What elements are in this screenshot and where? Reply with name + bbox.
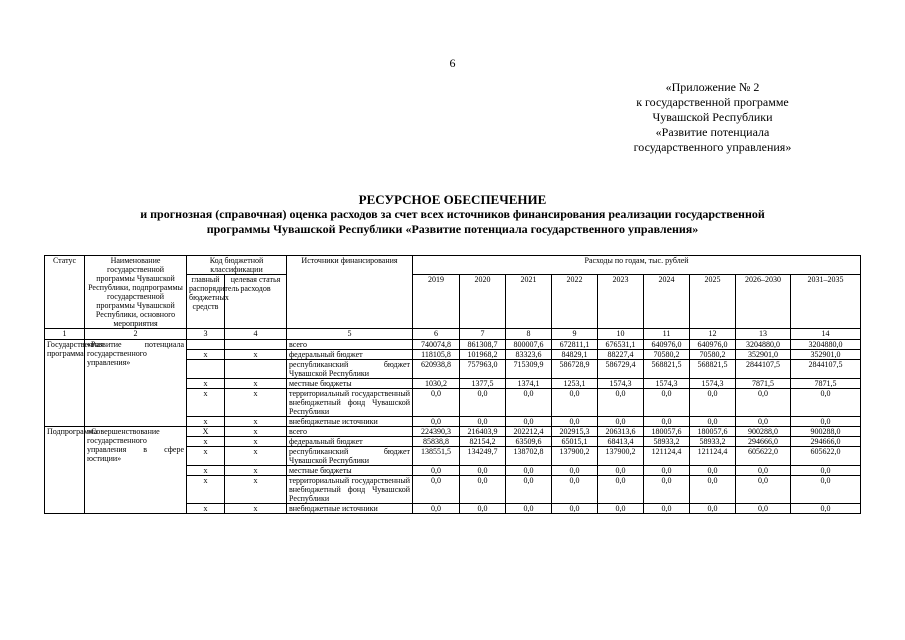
value-cell: 0,0 xyxy=(506,389,552,417)
target-cell: x xyxy=(225,379,287,389)
value-cell: 0,0 xyxy=(460,389,506,417)
target-cell xyxy=(225,340,287,350)
header-year: 2031–2035 xyxy=(791,275,861,329)
value-cell: 216403,9 xyxy=(460,427,506,437)
value-cell: 2844107,5 xyxy=(791,360,861,379)
column-index: 2 xyxy=(85,329,187,340)
glavny-cell xyxy=(187,360,225,379)
value-cell: 0,0 xyxy=(552,476,598,504)
value-cell: 83323,6 xyxy=(506,350,552,360)
glavny-cell: x xyxy=(187,437,225,447)
value-cell: 0,0 xyxy=(598,389,644,417)
value-cell: 1574,3 xyxy=(644,379,690,389)
value-cell: 2844107,5 xyxy=(736,360,791,379)
value-cell: 134249,7 xyxy=(460,447,506,466)
glavny-cell: x xyxy=(187,417,225,427)
appendix-note xyxy=(600,80,825,155)
value-cell: 0,0 xyxy=(598,466,644,476)
header-status: Статус xyxy=(45,256,85,329)
value-cell: 0,0 xyxy=(644,476,690,504)
value-cell: 63509,6 xyxy=(506,437,552,447)
appendix-line: «Приложение № 2 xyxy=(665,80,760,94)
value-cell: 84829,1 xyxy=(552,350,598,360)
value-cell: 0,0 xyxy=(460,417,506,427)
value-cell: 0,0 xyxy=(791,504,861,514)
target-cell: x xyxy=(225,504,287,514)
column-index: 8 xyxy=(506,329,552,340)
source-cell: всего xyxy=(287,427,413,437)
header-year: 2024 xyxy=(644,275,690,329)
value-cell: 0,0 xyxy=(644,389,690,417)
source-cell: республиканский бюджет Чувашской Республики xyxy=(287,360,413,379)
glavny-cell: X xyxy=(187,427,225,437)
value-cell: 121124,4 xyxy=(690,447,736,466)
appendix-line: Чувашской Республики xyxy=(652,110,773,124)
value-cell: 0,0 xyxy=(644,466,690,476)
source-cell: внебюджетные источники xyxy=(287,417,413,427)
value-cell: 202212,4 xyxy=(506,427,552,437)
source-cell: территориальный государственный внебюджетный фонд Чувашской Республики xyxy=(287,389,413,417)
value-cell: 1574,3 xyxy=(690,379,736,389)
page-number: 6 xyxy=(449,56,456,70)
source-cell: всего xyxy=(287,340,413,350)
value-cell: 861308,7 xyxy=(460,340,506,350)
value-cell: 0,0 xyxy=(690,476,736,504)
column-index: 1 xyxy=(45,329,85,340)
target-cell: x xyxy=(225,417,287,427)
status-cell: Государственная программа xyxy=(45,340,85,427)
glavny-cell: x xyxy=(187,350,225,360)
value-cell: 0,0 xyxy=(506,476,552,504)
value-cell: 0,0 xyxy=(736,389,791,417)
value-cell: 605622,0 xyxy=(736,447,791,466)
target-cell: x xyxy=(225,466,287,476)
column-index: 7 xyxy=(460,329,506,340)
column-index: 12 xyxy=(690,329,736,340)
target-cell: x xyxy=(225,447,287,466)
value-cell: 118105,8 xyxy=(413,350,460,360)
source-cell: федеральный бюджет xyxy=(287,437,413,447)
value-cell: 58933,2 xyxy=(644,437,690,447)
column-index-row xyxy=(45,329,861,340)
value-cell: 7871,5 xyxy=(736,379,791,389)
title-main: РЕСУРСНОЕ ОБЕСПЕЧЕНИЕ xyxy=(358,192,547,207)
value-cell: 68413,4 xyxy=(598,437,644,447)
header-target: целевая статья расходов xyxy=(225,275,287,329)
target-cell: x xyxy=(225,389,287,417)
appendix-line: к государственной программе xyxy=(636,95,789,109)
value-cell: 3204880,0 xyxy=(736,340,791,350)
value-cell: 70580,2 xyxy=(644,350,690,360)
glavny-cell: x xyxy=(187,379,225,389)
value-cell: 0,0 xyxy=(690,417,736,427)
value-cell: 568821,5 xyxy=(644,360,690,379)
value-cell: 7871,5 xyxy=(791,379,861,389)
appendix-line: «Развитие потенциала xyxy=(655,125,770,139)
target-cell: x xyxy=(225,437,287,447)
value-cell: 900288,0 xyxy=(791,427,861,437)
header-year: 2019 xyxy=(413,275,460,329)
value-cell: 0,0 xyxy=(690,466,736,476)
value-cell: 0,0 xyxy=(598,504,644,514)
column-index: 6 xyxy=(413,329,460,340)
glavny-cell: x xyxy=(187,389,225,417)
target-cell: x xyxy=(225,427,287,437)
value-cell: 0,0 xyxy=(460,466,506,476)
value-cell: 65015,1 xyxy=(552,437,598,447)
value-cell: 0,0 xyxy=(413,476,460,504)
value-cell: 900288,0 xyxy=(736,427,791,437)
value-cell: 605622,0 xyxy=(791,447,861,466)
value-cell: 202915,3 xyxy=(552,427,598,437)
column-index: 3 xyxy=(187,329,225,340)
header-name: Наименование государственной программы Чувашской Республики, подпрограммы государственной программы Чувашской Республики, основного мероприятия xyxy=(85,256,187,329)
value-cell: 0,0 xyxy=(506,417,552,427)
value-cell: 224390,3 xyxy=(413,427,460,437)
value-cell: 1377,5 xyxy=(460,379,506,389)
value-cell: 294666,0 xyxy=(736,437,791,447)
value-cell: 0,0 xyxy=(552,466,598,476)
value-cell: 640976,0 xyxy=(644,340,690,350)
value-cell: 58933,2 xyxy=(690,437,736,447)
value-cell: 82154,2 xyxy=(460,437,506,447)
value-cell: 568821,5 xyxy=(690,360,736,379)
value-cell: 137900,2 xyxy=(552,447,598,466)
target-cell: x xyxy=(225,350,287,360)
program-name-cell: «Совершенствование государственного управления в сфере юстиции» xyxy=(85,427,187,514)
header-expenses: Расходы по годам, тыс. рублей xyxy=(413,256,861,275)
column-index: 14 xyxy=(791,329,861,340)
value-cell: 0,0 xyxy=(413,466,460,476)
source-cell: федеральный бюджет xyxy=(287,350,413,360)
header-sources: Источники финансирования xyxy=(287,256,413,329)
value-cell: 0,0 xyxy=(791,389,861,417)
value-cell: 0,0 xyxy=(644,417,690,427)
source-cell: территориальный государственный внебюджетный фонд Чувашской Республики xyxy=(287,476,413,504)
value-cell: 0,0 xyxy=(736,504,791,514)
source-cell: республиканский бюджет Чувашской Республики xyxy=(287,447,413,466)
header-year: 2026–2030 xyxy=(736,275,791,329)
value-cell: 0,0 xyxy=(791,476,861,504)
source-cell: внебюджетные источники xyxy=(287,504,413,514)
column-index: 11 xyxy=(644,329,690,340)
value-cell: 101968,2 xyxy=(460,350,506,360)
value-cell: 0,0 xyxy=(598,417,644,427)
header-year: 2021 xyxy=(506,275,552,329)
value-cell: 0,0 xyxy=(736,466,791,476)
program-name-cell: «Развитие потенциала государственного управления» xyxy=(85,340,187,427)
value-cell: 137900,2 xyxy=(598,447,644,466)
header-year: 2020 xyxy=(460,275,506,329)
value-cell: 294666,0 xyxy=(791,437,861,447)
value-cell: 586728,9 xyxy=(552,360,598,379)
value-cell: 715309,9 xyxy=(506,360,552,379)
value-cell: 640976,0 xyxy=(690,340,736,350)
value-cell: 740074,8 xyxy=(413,340,460,350)
target-cell: x xyxy=(225,476,287,504)
table-row xyxy=(45,340,861,350)
value-cell: 0,0 xyxy=(791,466,861,476)
column-index: 10 xyxy=(598,329,644,340)
value-cell: 757963,0 xyxy=(460,360,506,379)
glavny-cell xyxy=(187,340,225,350)
value-cell: 0,0 xyxy=(552,417,598,427)
document-title xyxy=(60,192,845,237)
value-cell: 3204880,0 xyxy=(791,340,861,350)
appendix-line: государственного управления» xyxy=(633,140,792,154)
column-index: 4 xyxy=(225,329,287,340)
value-cell: 0,0 xyxy=(506,504,552,514)
header-year: 2023 xyxy=(598,275,644,329)
status-cell: Подпрограмма xyxy=(45,427,85,514)
header-glavny: главный распорядитель бюджетных средств xyxy=(187,275,225,329)
value-cell: 0,0 xyxy=(413,504,460,514)
value-cell: 121124,4 xyxy=(644,447,690,466)
glavny-cell: x xyxy=(187,476,225,504)
resource-table xyxy=(44,255,861,514)
value-cell: 800007,6 xyxy=(506,340,552,350)
title-subline: и прогнозная (справочная) оценка расходов за счет всех источников финансирования реализации государственной xyxy=(140,207,765,221)
value-cell: 70580,2 xyxy=(690,350,736,360)
glavny-cell: x xyxy=(187,504,225,514)
value-cell: 138551,5 xyxy=(413,447,460,466)
value-cell: 0,0 xyxy=(506,466,552,476)
glavny-cell: x xyxy=(187,466,225,476)
value-cell: 180057,6 xyxy=(690,427,736,437)
value-cell: 206313,6 xyxy=(598,427,644,437)
value-cell: 180057,6 xyxy=(644,427,690,437)
value-cell: 0,0 xyxy=(552,389,598,417)
column-index: 13 xyxy=(736,329,791,340)
value-cell: 620938,8 xyxy=(413,360,460,379)
value-cell: 0,0 xyxy=(413,417,460,427)
value-cell: 0,0 xyxy=(598,476,644,504)
value-cell: 1374,1 xyxy=(506,379,552,389)
value-cell: 0,0 xyxy=(736,476,791,504)
value-cell: 586729,4 xyxy=(598,360,644,379)
header-code: Код бюджетной классификации xyxy=(187,256,287,275)
value-cell: 1253,1 xyxy=(552,379,598,389)
value-cell: 1574,3 xyxy=(598,379,644,389)
header-year: 2022 xyxy=(552,275,598,329)
value-cell: 88227,4 xyxy=(598,350,644,360)
column-index: 9 xyxy=(552,329,598,340)
value-cell: 0,0 xyxy=(690,504,736,514)
value-cell: 138702,8 xyxy=(506,447,552,466)
source-cell: местные бюджеты xyxy=(287,466,413,476)
value-cell: 0,0 xyxy=(413,389,460,417)
value-cell: 85838,8 xyxy=(413,437,460,447)
source-cell: местные бюджеты xyxy=(287,379,413,389)
table-row xyxy=(45,427,861,437)
value-cell: 0,0 xyxy=(644,504,690,514)
column-index: 5 xyxy=(287,329,413,340)
value-cell: 0,0 xyxy=(736,417,791,427)
header-year: 2025 xyxy=(690,275,736,329)
value-cell: 676531,1 xyxy=(598,340,644,350)
value-cell: 672811,1 xyxy=(552,340,598,350)
target-cell xyxy=(225,360,287,379)
value-cell: 0,0 xyxy=(791,417,861,427)
value-cell: 352901,0 xyxy=(736,350,791,360)
value-cell: 0,0 xyxy=(552,504,598,514)
value-cell: 352901,0 xyxy=(791,350,861,360)
value-cell: 1030,2 xyxy=(413,379,460,389)
value-cell: 0,0 xyxy=(460,476,506,504)
title-subline: программы Чувашской Республики «Развитие потенциала государственного управления» xyxy=(206,222,699,236)
glavny-cell: x xyxy=(187,447,225,466)
value-cell: 0,0 xyxy=(460,504,506,514)
value-cell: 0,0 xyxy=(690,389,736,417)
